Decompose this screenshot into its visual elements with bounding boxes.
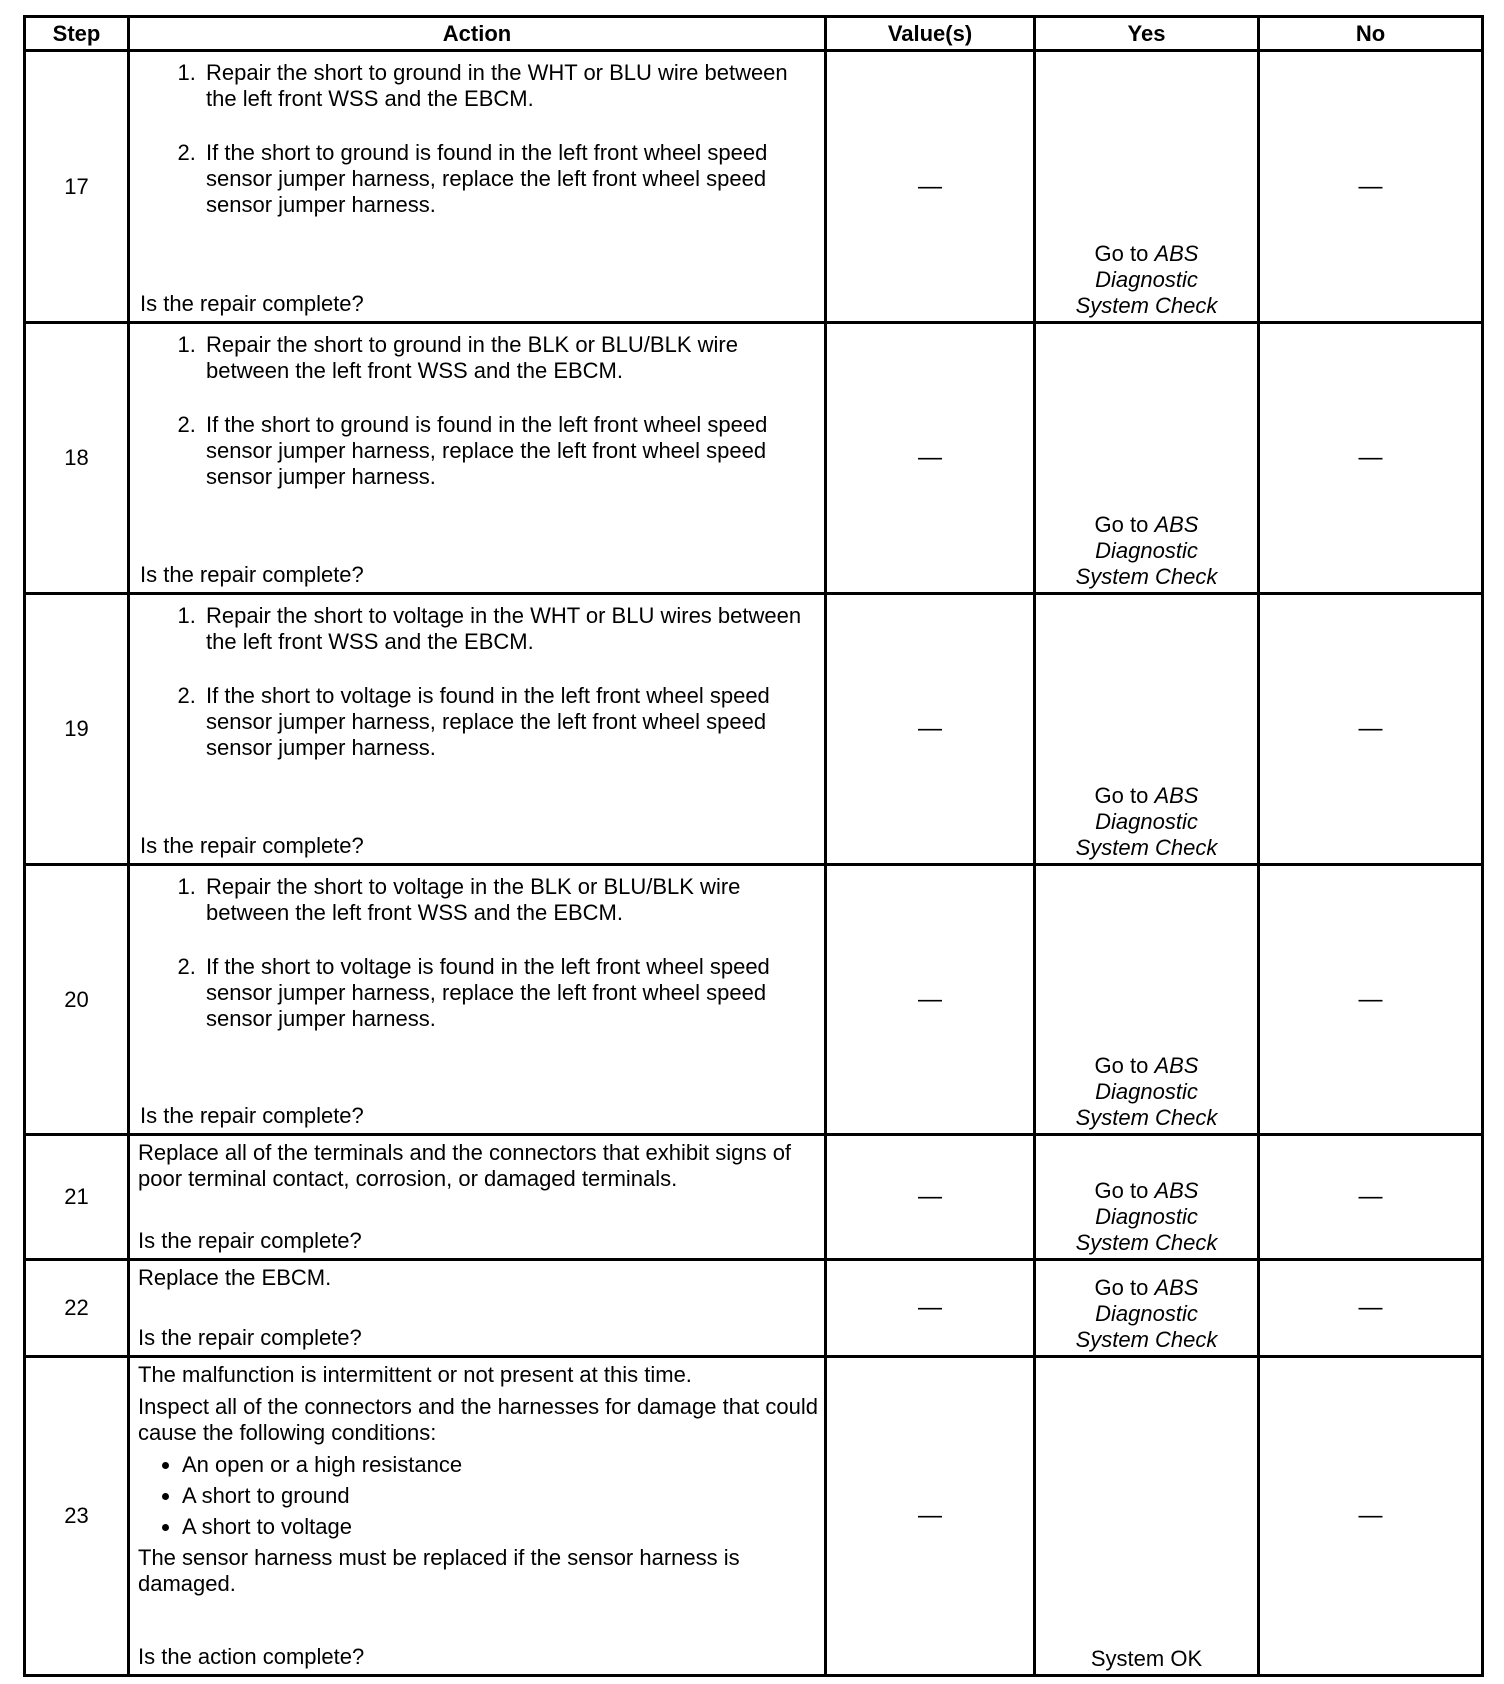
table-row [25,1357,1483,1676]
action-step: 2. If the short to ground is found in the left front wheel speed sensor jumper harness, replace the left front wheel speed sensor jumper harness. [202,140,818,218]
values-cell: — [826,594,1035,865]
step-number: 20 [25,865,129,1135]
action-step: 2. If the short to voltage is found in the left front wheel speed sensor jumper harness, replace the left front wheel speed sensor jumper harness. [202,954,818,1032]
table-row [25,865,1483,1135]
action-step: 1. Repair the short to ground in the BLK or BLU/BLK wire between the left front WSS and the EBCM. [202,332,818,384]
step-number: 18 [25,323,129,594]
question: Is the repair complete? [138,1325,362,1350]
question: Is the repair complete? [140,562,364,587]
no-cell: — [1259,865,1483,1135]
yes-cell [1035,594,1259,865]
diagnostic-table [23,15,1484,1677]
goto-text: Go to ABS Diagnostic System Check [1075,783,1218,860]
action-steps [140,874,818,1060]
no-cell: — [1259,323,1483,594]
action-steps [140,332,818,518]
action-step: 1. Repair the short to voltage in the WHT or BLU wires between the left front WSS and the EBCM. [202,603,818,655]
action-step: 1. Repair the short to ground in the WHT or BLU wire between the left front WSS and the EBCM. [202,60,818,112]
condition-item: • A short to voltage [182,1514,818,1540]
condition-item: • A short to ground [182,1483,818,1509]
yes-cell [1035,323,1259,594]
header-yes: Yes [1035,17,1259,51]
action-step: 1. Repair the short to voltage in the BLK or BLU/BLK wire between the left front WSS and the EBCM. [202,874,818,926]
action-text: Replace all of the terminals and the connectors that exhibit signs of poor terminal contact, corrosion, or damaged terminals. [138,1140,792,1191]
no-cell: — [1259,1260,1483,1357]
step-number: 22 [25,1260,129,1357]
values-cell: — [826,1357,1035,1676]
action-cell [129,1135,826,1260]
yes-cell [1035,1260,1259,1357]
header-values: Value(s) [826,17,1035,51]
no-cell: — [1259,1135,1483,1260]
action-step: 2. If the short to ground is found in the left front wheel speed sensor jumper harness, replace the left front wheel speed sensor jumper harness. [202,412,818,490]
yes-cell [1035,1135,1259,1260]
table-row [25,323,1483,594]
values-cell: — [826,865,1035,1135]
no-cell: — [1259,1357,1483,1676]
action-cell [129,323,826,594]
action-steps [140,60,818,246]
action-step: 2. If the short to voltage is found in the left front wheel speed sensor jumper harness, replace the left front wheel speed sensor jumper harness. [202,683,818,761]
yes-cell [1035,865,1259,1135]
header-action: Action [129,17,826,51]
header-row [25,17,1483,51]
question: Is the repair complete? [140,291,364,316]
step-number: 21 [25,1135,129,1260]
step-number: 17 [25,51,129,323]
goto-text: Go to ABS Diagnostic System Check [1075,1178,1218,1255]
condition-item: • An open or a high resistance [182,1452,818,1478]
yes-text: System OK [1090,1646,1203,1671]
yes-cell [1035,1357,1259,1676]
goto-text: Go to ABS Diagnostic System Check [1075,1053,1218,1130]
question: Is the repair complete? [140,1103,364,1128]
yes-cell [1035,51,1259,323]
table-row [25,1135,1483,1260]
goto-text: Go to ABS Diagnostic System Check [1075,1275,1218,1352]
action-text: The malfunction is intermittent or not present at this time. [138,1362,692,1387]
action-text: Replace the EBCM. [138,1265,332,1290]
no-cell: — [1259,51,1483,323]
values-cell: — [826,1260,1035,1357]
action-text: The sensor harness must be replaced if the sensor harness is damaged. [138,1545,740,1596]
values-cell: — [826,51,1035,323]
action-cell [129,51,826,323]
step-number: 23 [25,1357,129,1676]
action-steps [140,603,818,789]
table-row [25,1260,1483,1357]
step-number: 19 [25,594,129,865]
values-cell: — [826,323,1035,594]
action-cell [129,1260,826,1357]
question: Is the action complete? [138,1644,365,1669]
question: Is the repair complete? [140,833,364,858]
table-row [25,594,1483,865]
values-cell: — [826,1135,1035,1260]
header-no: No [1259,17,1483,51]
table-row [25,51,1483,323]
action-cell [129,594,826,865]
question: Is the repair complete? [138,1228,362,1253]
action-text: Inspect all of the connectors and the harnesses for damage that could cause the following conditions: [138,1394,818,1445]
header-step: Step [25,17,129,51]
condition-list [138,1452,818,1540]
goto-text: Go to ABS Diagnostic System Check [1075,241,1218,318]
no-cell: — [1259,594,1483,865]
action-cell [129,865,826,1135]
goto-text: Go to ABS Diagnostic System Check [1075,512,1218,589]
action-cell [129,1357,826,1676]
